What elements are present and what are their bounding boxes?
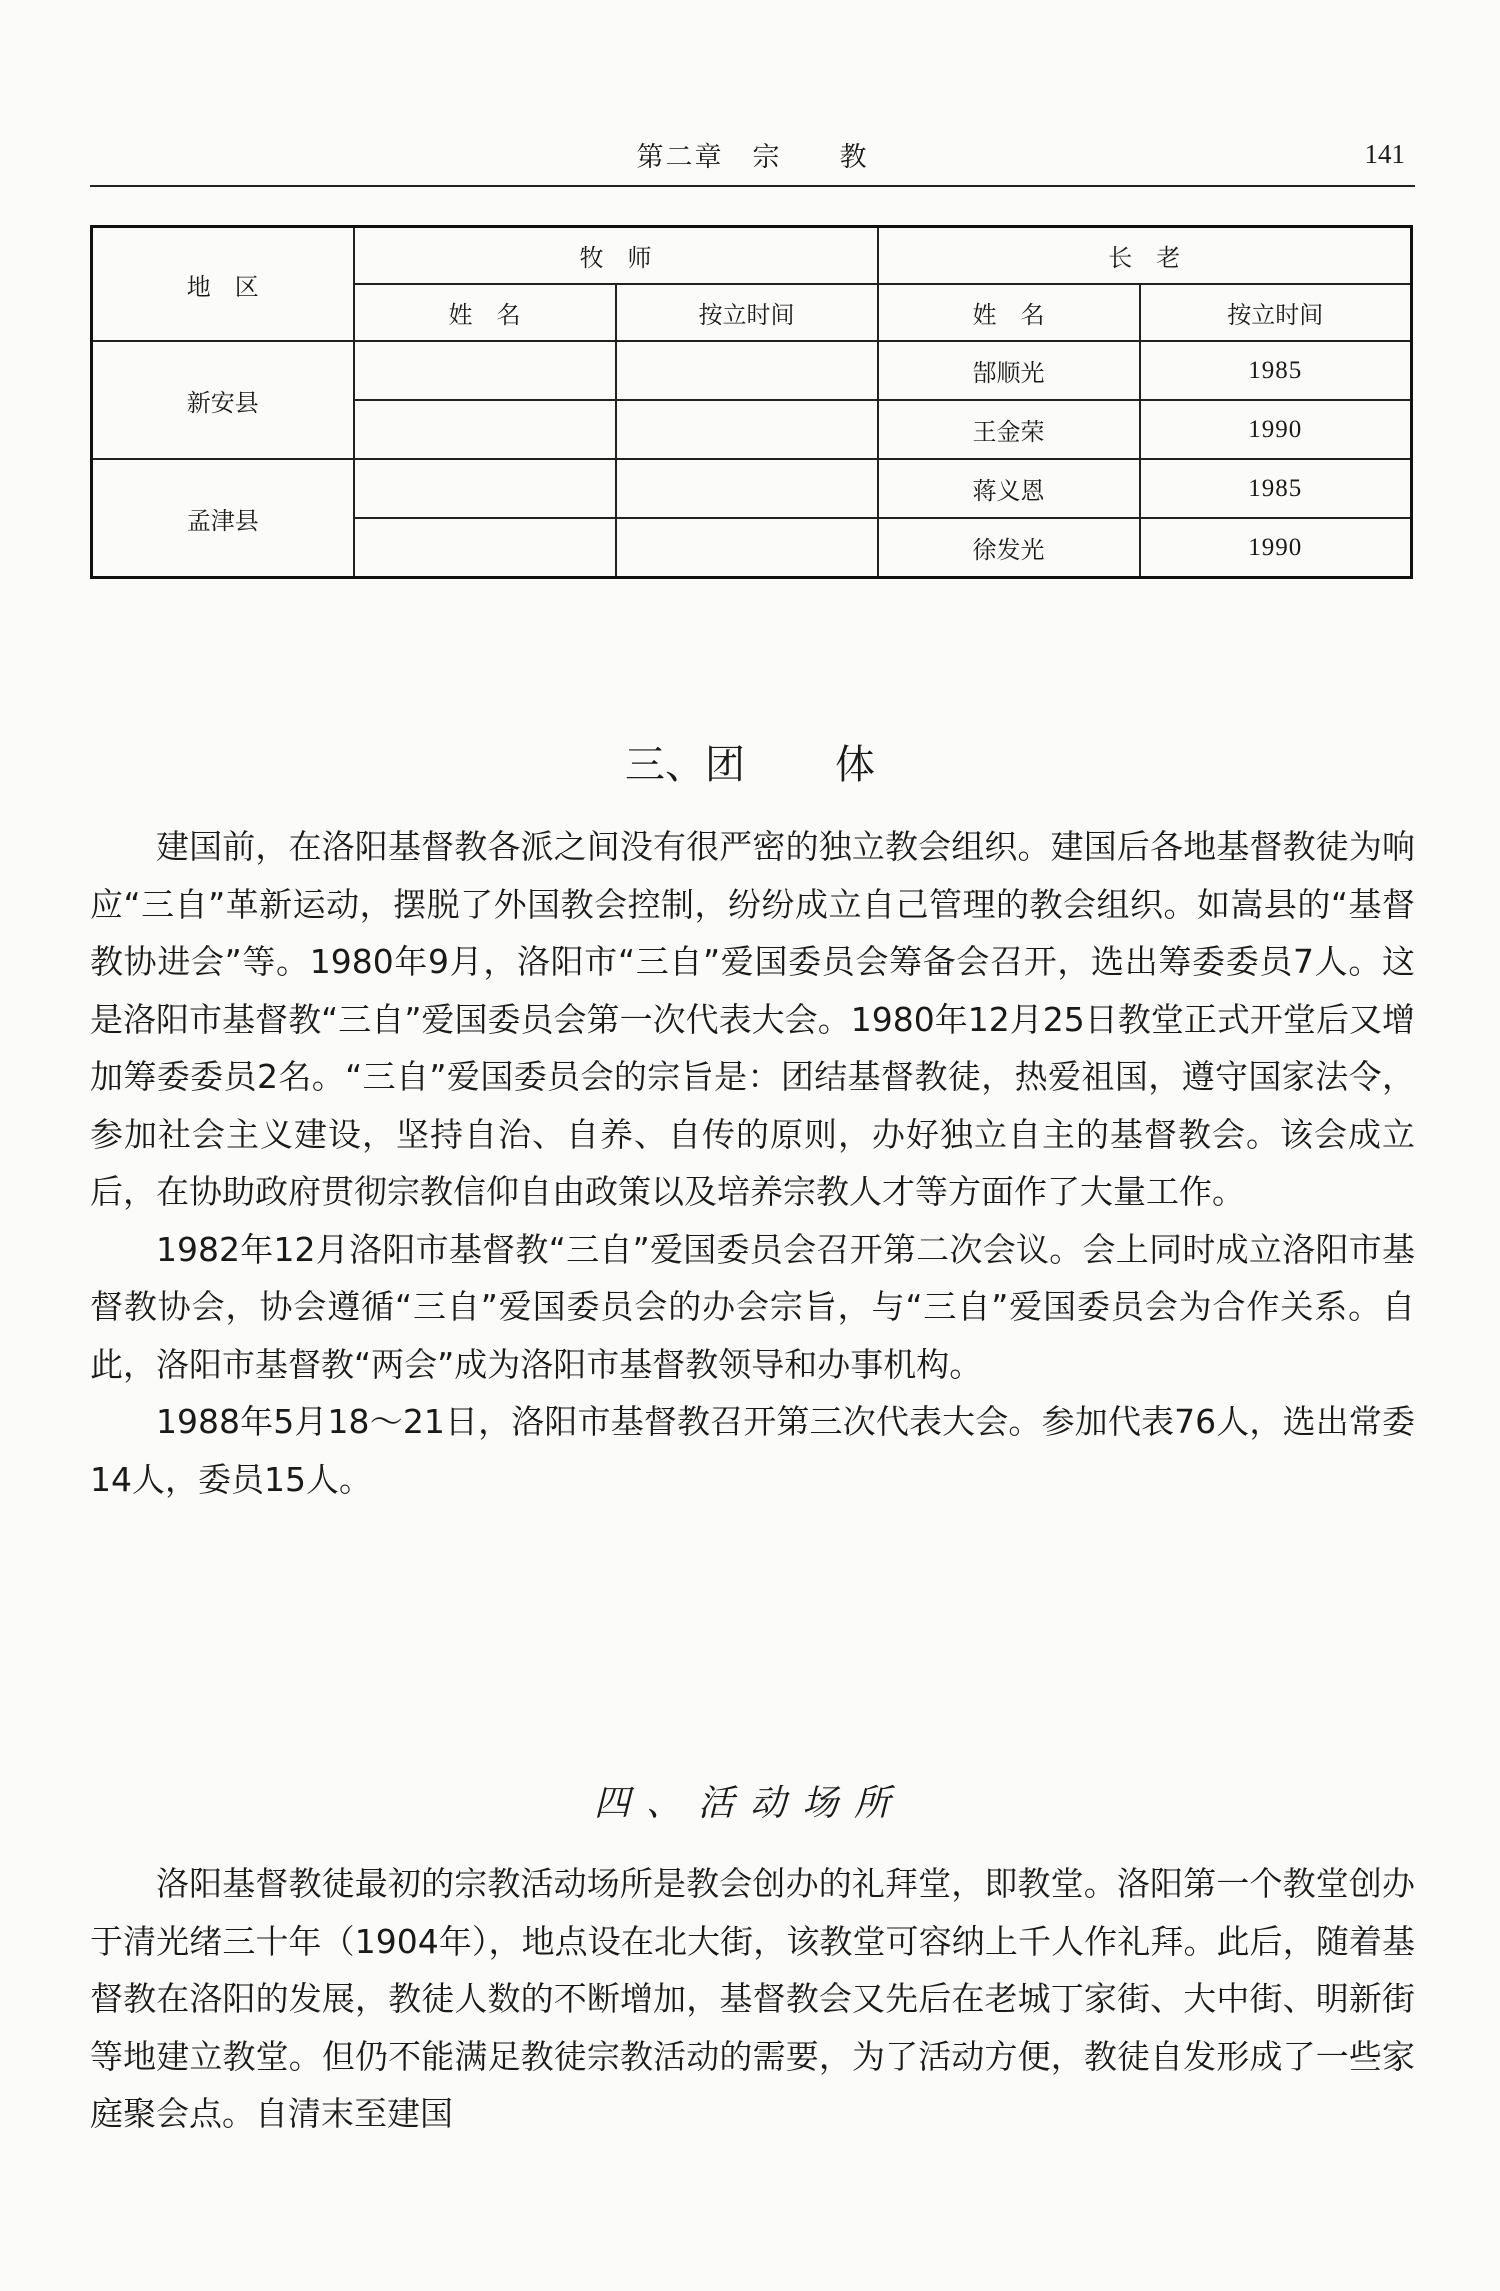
pastor-year-cell: [616, 518, 878, 578]
section-heading-venues: 四、活动场所: [593, 1782, 906, 1824]
elder-year-cell: 1985: [1140, 459, 1412, 518]
region-cell: 新安县: [92, 341, 354, 459]
section-heading-right: 体: [835, 742, 875, 789]
paragraph: 洛阳基督教徒最初的宗教活动场所是教会创办的礼拜堂，即教堂。洛阳第一个教堂创办于清光绪三十年（1904年），地点设在北大街，该教堂可容纳上千人作礼拜。此后，随着基督教在洛阳的发展，教徒人数的不断增加，基督教会又先后在老城丁家街、大中街、明新街等地建立教堂。但仍不能满足教徒宗教活动的需要，为了活动方便，教徒自发形成了一些家庭聚会点。自清末至建国: [90, 1864, 1415, 2133]
pastor-ordained-header: 按立时间: [616, 284, 878, 341]
elder-name-cell: 郜顺光: [878, 341, 1140, 400]
elder-year-cell: 1990: [1140, 518, 1412, 578]
pastor-year-cell: [616, 459, 878, 518]
elder-ordained-header: 按立时间: [1140, 284, 1412, 341]
pastor-year-cell: [616, 400, 878, 459]
paragraph: 建国前，在洛阳基督教各派之间没有很严密的独立教会组织。建国后各地基督教徒为响应“三自”革新运动，摆脱了外国教会控制，纷纷成立自己管理的教会组织。如嵩县的“基督教协进会”等。1980年9月，洛阳市“三自”爱国委员会筹备会召开，选出筹委委员7人。这是洛阳市基督教“三自”爱国委员会第一次代表大会。1980年12月25日教堂正式开堂后又增加筹委委员2名。“三自”爱国委员会的宗旨是：团结基督教徒，热爱祖国，遵守国家法令，参加社会主义建设，坚持自治、自养、自传的原则，办好独立自主的基督教会。该会成立后，在协助政府贯彻宗教信仰自由政策以及培养宗教人才等方面作了大量工作。: [90, 827, 1415, 1211]
table-row: [92, 341, 1412, 400]
elder-header: 长 老: [878, 227, 1412, 285]
section-venues-body: [90, 1855, 1415, 2143]
clergy-table: [90, 225, 1413, 579]
pastor-name-cell: [354, 400, 616, 459]
running-header: [90, 125, 1415, 187]
page-number: 141: [1364, 139, 1405, 169]
elder-year-cell: 1990: [1140, 400, 1412, 459]
elder-name-cell: 王金荣: [878, 400, 1140, 459]
table-row: [92, 459, 1412, 518]
paragraph: 1988年5月18～21日，洛阳市基督教召开第三次代表大会。参加代表76人，选出常委14人，委员15人。: [90, 1402, 1415, 1499]
paragraph: 1982年12月洛阳市基督教“三自”爱国委员会召开第二次会议。会上同时成立洛阳市基督教协会，协会遵循“三自”爱国委员会的办会宗旨，与“三自”爱国委员会为合作关系。自此，洛阳市基督教“两会”成为洛阳市基督教领导和办事机构。: [90, 1229, 1415, 1384]
pastor-name-cell: [354, 459, 616, 518]
pastor-name-cell: [354, 518, 616, 578]
region-cell: 孟津县: [92, 459, 354, 578]
elder-year-cell: 1985: [1140, 341, 1412, 400]
section-organizations-body: [90, 818, 1415, 1508]
section-heading-left: 三、团: [625, 742, 745, 789]
pastor-year-cell: [616, 341, 878, 400]
section-heading-organizations: [0, 733, 1500, 790]
elder-name-cell: 徐发光: [878, 518, 1140, 578]
elder-name-cell: 蒋义恩: [878, 459, 1140, 518]
pastor-name-cell: [354, 341, 616, 400]
pastor-name-header: 姓 名: [354, 284, 616, 341]
chapter-title: 第二章 宗 教: [636, 142, 869, 173]
region-header: 地 区: [92, 227, 354, 342]
pastor-header: 牧 师: [354, 227, 878, 285]
elder-name-header: 姓 名: [878, 284, 1140, 341]
